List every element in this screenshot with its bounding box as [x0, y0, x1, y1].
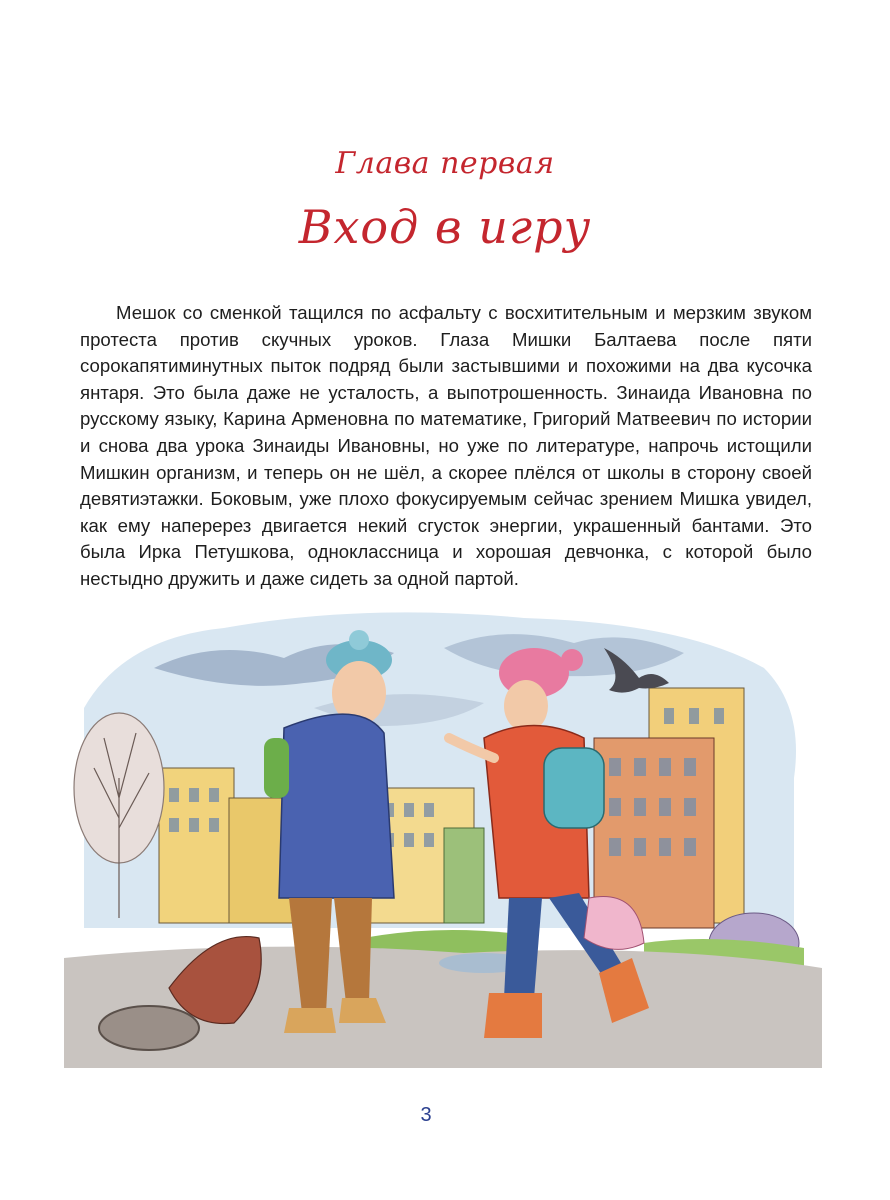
page-number: 3 — [420, 1104, 432, 1126]
body-paragraph: Мешок со сменкой тащился по асфальту с восхитительным и мерзким звуком протеста против скучных уроков. Глаза Мишки Балтаева после пяти сорокапятиминутных пыток подряд были застывшими и похожими на два кусочка янтаря. Это была даже не усталость, а выпотрошенность. Зинаида Ивановна по русскому языку, Карина Арменовна по математике, Григорий Матвеевич по истории и снова два урока Зинаиды Ивановны, но уже по литературе, напрочь истощили Мишкин организм, и теперь он не шёл, а скорее плёлся от школы в сторону своей девятиэтажки. Боковым, уже плохо фокусируемым сейчас зрением Мишка увидел, как ему наперерез двигается некий сгусток энергии, украшенный бантами. Это была Ирка Петушкова, одноклассница и хорошая девчонка, с которой было нестыдно дружить и даже сидеть за одной партой. — [80, 302, 812, 589]
manhole — [99, 1006, 199, 1050]
chapter-title: Вход в игру — [298, 200, 592, 254]
chapter-label: Глава первая — [335, 146, 555, 181]
street-illustration — [64, 598, 822, 1068]
building — [444, 828, 484, 923]
